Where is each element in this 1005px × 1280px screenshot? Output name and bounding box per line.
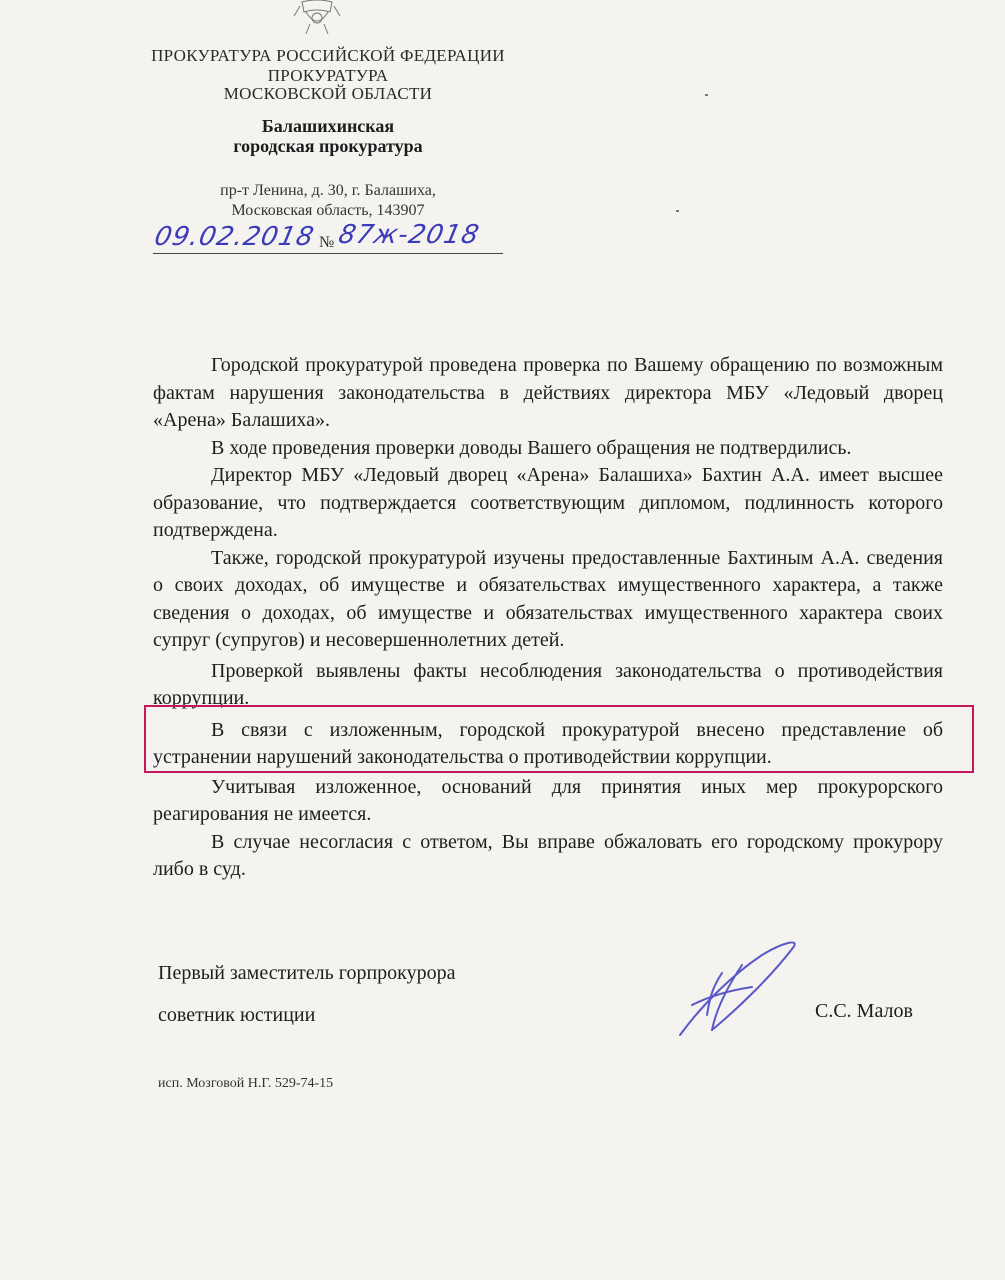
org-name-line-1: Балашихинская — [261, 116, 395, 136]
executor-info: исп. Мозговой Н.Г. 529-74-15 — [158, 1076, 334, 1091]
header-line-2: ПРОКУРАТУРА — [267, 66, 389, 85]
paragraph-5-highlighted: Проверкой выявлены факты несоблюдения законодательства о противодействия коррупции. — [153, 659, 943, 709]
address-line-2: Московская область, 143907 — [231, 202, 425, 219]
highlight-box — [144, 705, 974, 773]
handwritten-number: 87ж-2018 — [335, 220, 483, 250]
registration-line — [153, 222, 503, 258]
paragraph-2: В ходе проведения проверки доводы Вашего обращения не подтвердились. — [211, 436, 852, 459]
registration-underline — [153, 253, 503, 254]
paragraph-3: Директор МБУ «Ледовый дворец «Арена» Балашиха» Бахтин А.А. имеет высшее образование, что подтверждается соответствующим дипломом, подлинность которого подтверждена. — [153, 464, 943, 541]
signer-position-line-1: Первый заместитель горпрокурора — [158, 962, 456, 984]
signer-position-line-2: советник юстиции — [158, 1004, 316, 1026]
paragraph-8: В случае несогласия с ответом, Вы вправе обжаловать его городскому прокурору либо в суд. — [153, 830, 943, 880]
handwritten-signature — [672, 935, 812, 1045]
scan-speck — [705, 94, 708, 96]
coat-of-arms-emblem — [292, 0, 342, 36]
handwritten-date: 09.02.2018 — [151, 222, 318, 252]
address-line-1: пр-т Ленина, д. 30, г. Балашиха, — [220, 182, 436, 199]
header-line-3: МОСКОВСКОЙ ОБЛАСТИ — [223, 84, 433, 103]
scan-speck — [676, 210, 679, 212]
signer-name: С.С. Малов — [815, 1000, 913, 1022]
paragraph-6: В связи с изложенным, городской прокуратурой внесено представление об устранении нарушений законодательства о противодействии коррупции. — [153, 718, 943, 768]
paragraph-7: Учитывая изложенное, оснований для принятия иных мер прокурорского реагирования не имеется. — [153, 775, 943, 825]
org-name-line-2: городская прокуратура — [233, 136, 423, 156]
paragraph-1: Городской прокуратурой проведена проверка по Вашему обращению по возможным фактам нарушения законодательства в действиях директора МБУ «Ледовый дворец «Арена» Балашиха». — [153, 354, 943, 431]
header-line-1: ПРОКУРАТУРА РОССИЙСКОЙ ФЕДЕРАЦИИ — [151, 46, 505, 65]
paragraph-4: Также, городской прокуратурой изучены предоставленные Бахтиным А.А. сведения о своих доходах, об имуществе и обязательствах имущественного характера, а также сведения о доходах, об имуществе и обязательствах имущественного характера своих супруг (супругов) и несовершеннолетних детей. — [153, 546, 943, 651]
number-sign: № — [319, 234, 335, 251]
letter-body — [153, 352, 943, 884]
